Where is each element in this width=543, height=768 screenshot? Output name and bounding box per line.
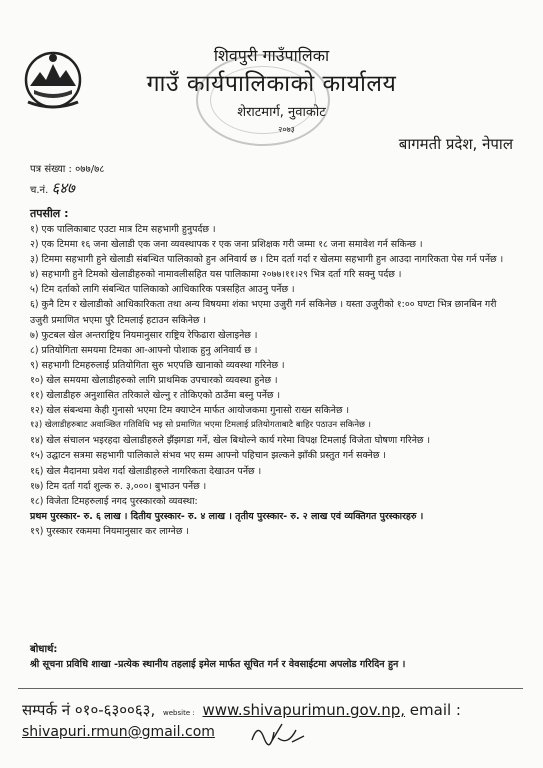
list-item: १२) खेल संबन्धमा केही गुनासो भएमा टिम क्याप्टेन मार्फत आयोजकमा गुनासो राख्न सकिनेछ । — [30, 405, 350, 417]
list-item: १८) विजेता टिमहरुलाई नगद पुरस्कारको व्यवस्था: — [30, 495, 198, 507]
details-list — [30, 222, 510, 539]
footer-divider — [18, 688, 523, 689]
contact-label: सम्पर्क नं — [22, 701, 71, 719]
established-year: २०७३ — [278, 125, 295, 134]
notice-heading: बोधार्थ: — [30, 644, 58, 655]
signature — [248, 718, 308, 752]
letter-number: पत्र संख्या : ०७७/७८ — [30, 164, 105, 175]
list-item: १३) खेलाडीहरुबाट अवाञ्छित गतिविधि भइ सो प्रमाणित भएमा टिमलाई प्रतियोगताबाटै बाहिर पठाउन सकिनेछ । — [30, 420, 371, 431]
prize-list: प्रथम पुरस्कार- रु. ६ लाख । दितीय पुरस्कार- रु. ४ लाख । तृतीय पुरस्कार- रु. २ लाख एवं व्यक्तिगत पुरस्कारहरु । — [30, 510, 424, 522]
website-label: website : — [163, 709, 195, 717]
list-item: ७) फुटबल खेल अन्तराष्ट्रिय नियमानुसार राष्ट्रिय रेफिढारा खेलाइनेछ । — [30, 329, 258, 341]
dispatch-label: च.नं. — [30, 185, 49, 196]
list-item: ५) टिम दर्ताको लागि संबन्धित पालिकाको आधिकारिक पत्रसहित आउनु पर्नेछ । — [30, 284, 295, 296]
list-item: ११) खेलाडीहरु अनुशासित तरिकाले खेल्नु र तोकिएको ठाउँमा बस्नु पर्नेछ । — [30, 390, 281, 402]
office-address: शेराटमार्ग, नुवाकोट — [237, 105, 326, 120]
list-item: १०) खेल समयमा खेलाडीहरुको लागि प्राथमिक उपचारको व्यवस्था हुनेछ । — [30, 374, 278, 386]
list-item: १५) उद्घाटन सत्रमा सहभागी पालिकाले संभव भए सम्म आफ्नो पहिचान झल्कने झाँकी प्रस्तुत गर्न सक्नेछ । — [30, 450, 386, 462]
details-heading: तपसील : — [30, 207, 69, 220]
list-item: ८) प्रतियोगिता समयमा टिमका आ-आफ्नो पोशाक हुनु अनिवार्य छ । — [30, 344, 258, 356]
list-item: ६) कुनै टिम र खेलाडीको आधिकारिकता तथा अन्य विषयमा शंका भएमा उजुरी गर्न सकिनेछ । यस्ता उजुरीको १:०० घण्टा भित्र छानबिन गरी उजुरी प्रमाणित भएमा पुरै टिमलाई हटाउन सकिनेछ । — [30, 299, 497, 326]
website-link[interactable]: www.shivapurimun.gov.np, — [202, 701, 405, 719]
notice-text: श्री सूचना प्रविधि शाखा -प्रत्येक स्थानीय तहलाई इमेल मार्फत सूचित गर्न र वेवसाईटमा अपलोड गरिदिन हुन । — [30, 659, 406, 670]
list-item: १९) पुरस्कार रकममा नियमानुसार कर लाग्नेछ । — [30, 525, 189, 537]
province-name: बागमती प्रदेश, नेपाल — [398, 135, 513, 153]
email-link[interactable]: shivapuri.rmun@gmail.com — [22, 724, 215, 740]
list-item: ४) सहभागी हुने टिमको खेलाडीहरुको नामावलीसहित यस पालिकामा २०७७।११।२९ भित्र दर्ता गरि सक्नु पर्दछ । — [30, 269, 402, 281]
dispatch-number-handwritten: ६४७ — [51, 179, 75, 197]
dispatch-number — [30, 178, 75, 198]
list-item: १६) खेल मैदानमा प्रवेश गर्दा खेलाडीहरुले नागरिकता देखाउन पर्नेछ । — [30, 465, 262, 477]
phone-number: ०१०-६३००६३, — [74, 701, 156, 719]
municipality-name: शिवपुरी गाउँपालिका — [213, 46, 330, 65]
list-item: १४) खेल संचालन भइरहदा खेलाडीहरुले झैंझगडा गर्ने, खेल बिथोल्ने कार्य गरेमा विपक्ष टिमलाई विजेता घोषणा गरिनेछ । — [30, 435, 430, 447]
list-item: १७) टिम दर्ता गर्दा शुल्क रु. ३,०००। बुभाउन पर्नेछ । — [30, 480, 207, 492]
contact-line — [22, 700, 461, 720]
list-item: ९) सहभागी टिमहरुलाई प्रतियोगिता सुरु भएपछि खानाको व्यवस्था गरिनेछ । — [30, 359, 285, 371]
list-item: ३) टिममा सहभागी हुने खेलाडी संबन्धित पालिकाको हुन अनिवार्य छ । टिम दर्ता गर्दा र खेलमा सहभागी हुन आउदा नागरिकता पेस गर्न पर्नेछ । — [30, 254, 504, 266]
email-label: email : — [409, 701, 461, 719]
list-item: २) एक टिममा १६ जना खेलाडी एक जना व्यवस्थापक र एक जना प्रशिक्षक गरी जम्मा १८ जना समावेश गर्न सकिन्छ । — [30, 239, 423, 251]
office-stamp — [196, 54, 330, 146]
list-item: १) एक पालिकाबाट एउटा मात्र टिम सहभागी हुनुपर्दछ । — [30, 224, 216, 235]
office-name: गाउँ कार्यपालिकाको कार्यालय — [146, 71, 397, 97]
